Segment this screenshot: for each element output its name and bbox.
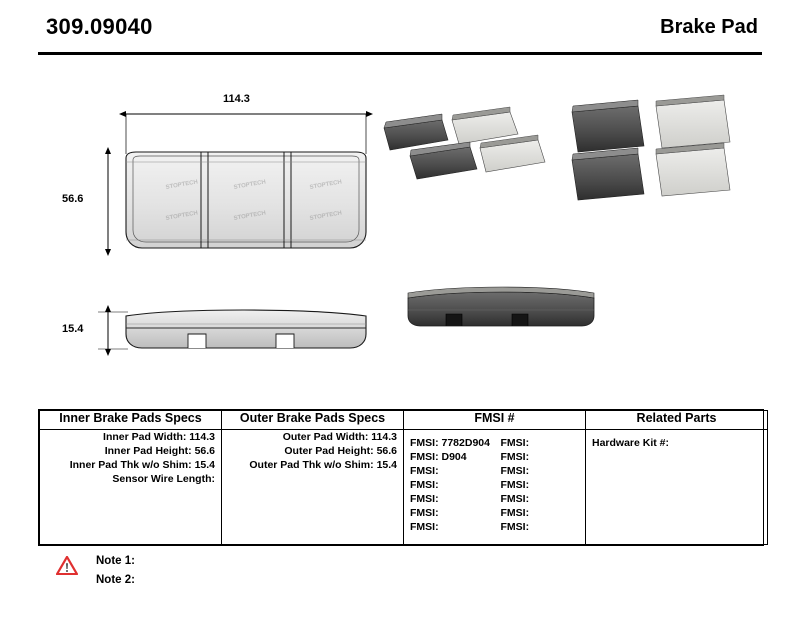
column-header-outer: Outer Brake Pads Specs <box>222 411 404 430</box>
note-1-label: Note 1: <box>96 555 135 567</box>
warning-icon <box>56 556 78 575</box>
svg-text:STOPTECH: STOPTECH <box>309 210 343 222</box>
inner-pad-thk-value: 15.4 <box>194 459 215 471</box>
fmsi-label: FMSI: <box>410 493 439 505</box>
fmsi-label: FMSI: <box>500 479 530 491</box>
fmsi-right <box>495 464 586 478</box>
outer-pad-height-value: 56.6 <box>376 445 397 457</box>
dim-width-label: 114.3 <box>223 93 250 105</box>
fmsi-row <box>404 450 585 464</box>
svg-text:STOPTECH: STOPTECH <box>165 179 199 191</box>
fmsi-label: FMSI: <box>500 465 530 477</box>
hardware-kit-row <box>586 436 767 450</box>
svg-text:STOPTECH: STOPTECH <box>309 179 343 191</box>
page-title: Brake Pad <box>660 16 758 38</box>
specs-table <box>38 409 764 546</box>
table-header-row <box>40 411 768 430</box>
fmsi-right <box>495 450 586 464</box>
inner-pad-height-value: 56.6 <box>194 445 215 457</box>
notes-section <box>50 552 350 590</box>
outer-pad-width-label: Outer Pad Width: <box>282 431 369 443</box>
table-body-row <box>40 430 768 545</box>
outer-spec-row <box>222 444 403 458</box>
outer-spec-row <box>222 458 403 472</box>
inner-pad-width-label: Inner Pad Width: <box>103 431 187 443</box>
fmsi-right <box>495 506 586 520</box>
fmsi-row <box>404 506 585 520</box>
cell-inner-specs <box>40 430 222 545</box>
fmsi-label: FMSI: <box>500 493 530 505</box>
fmsi-label: FMSI: <box>500 437 530 449</box>
outer-spec-row <box>222 430 403 444</box>
fmsi-left <box>404 464 495 478</box>
svg-text:STOPTECH: STOPTECH <box>233 179 267 191</box>
fmsi-row <box>404 492 585 506</box>
fmsi-right <box>495 520 586 534</box>
fmsi-right <box>495 478 586 492</box>
dim-thickness-label: 15.4 <box>62 323 84 335</box>
fmsi-left <box>404 506 495 520</box>
fmsi-left <box>404 492 495 506</box>
fmsi-right <box>495 492 586 506</box>
drawing-area <box>38 62 762 392</box>
fmsi-label: FMSI: <box>500 521 530 533</box>
inner-pad-thk-label: Inner Pad Thk w/o Shim: <box>69 459 192 471</box>
fmsi-label: FMSI: <box>410 521 439 533</box>
fmsi-row <box>404 478 585 492</box>
inner-pad-width-value: 114.3 <box>189 431 215 443</box>
sensor-wire-length-label: Sensor Wire Length: <box>112 473 215 485</box>
technical-drawing <box>38 62 762 392</box>
fmsi-left <box>404 450 495 464</box>
svg-text:STOPTECH: STOPTECH <box>165 210 199 222</box>
fmsi-label: FMSI: <box>410 437 439 449</box>
fmsi-left <box>404 520 495 534</box>
fmsi-left <box>404 478 495 492</box>
inner-pad-height-label: Inner Pad Height: <box>104 445 192 457</box>
dim-height-label: 56.6 <box>62 193 84 205</box>
cell-outer-specs <box>222 430 404 545</box>
outer-pad-height-label: Outer Pad Height: <box>284 445 374 457</box>
cell-fmsi <box>404 430 586 545</box>
column-header-related: Related Parts <box>586 411 768 430</box>
fmsi-value: D904 <box>441 451 467 463</box>
fmsi-label: FMSI: <box>410 479 439 491</box>
inner-spec-row <box>40 472 221 486</box>
outer-pad-thk-label: Outer Pad Thk w/o Shim: <box>249 459 374 471</box>
column-header-inner: Inner Brake Pads Specs <box>40 411 222 430</box>
column-header-fmsi: FMSI # <box>404 411 586 430</box>
note-1 <box>50 552 350 571</box>
inner-spec-row <box>40 444 221 458</box>
note-2-label: Note 2: <box>96 574 135 586</box>
fmsi-row <box>404 436 585 450</box>
fmsi-label: FMSI: <box>500 507 530 519</box>
fmsi-label: FMSI: <box>410 465 439 477</box>
note-2 <box>50 571 350 590</box>
outer-pad-width-value: 114.3 <box>371 431 397 443</box>
svg-text:STOPTECH: STOPTECH <box>233 210 267 222</box>
hardware-kit-label: Hardware Kit #: <box>592 437 670 449</box>
inner-spec-row <box>40 430 221 444</box>
page-header <box>38 14 762 55</box>
fmsi-label: FMSI: <box>500 451 530 463</box>
fmsi-left <box>404 436 495 450</box>
fmsi-row <box>404 520 585 534</box>
inner-spec-row <box>40 458 221 472</box>
fmsi-label: FMSI: <box>410 451 439 463</box>
part-number: 309.09040 <box>46 14 153 39</box>
fmsi-right <box>495 436 586 450</box>
fmsi-row <box>404 464 585 478</box>
fmsi-value: 7782D904 <box>441 437 490 449</box>
fmsi-label: FMSI: <box>410 507 439 519</box>
cell-related-parts <box>586 430 768 545</box>
outer-pad-thk-value: 15.4 <box>376 459 397 471</box>
